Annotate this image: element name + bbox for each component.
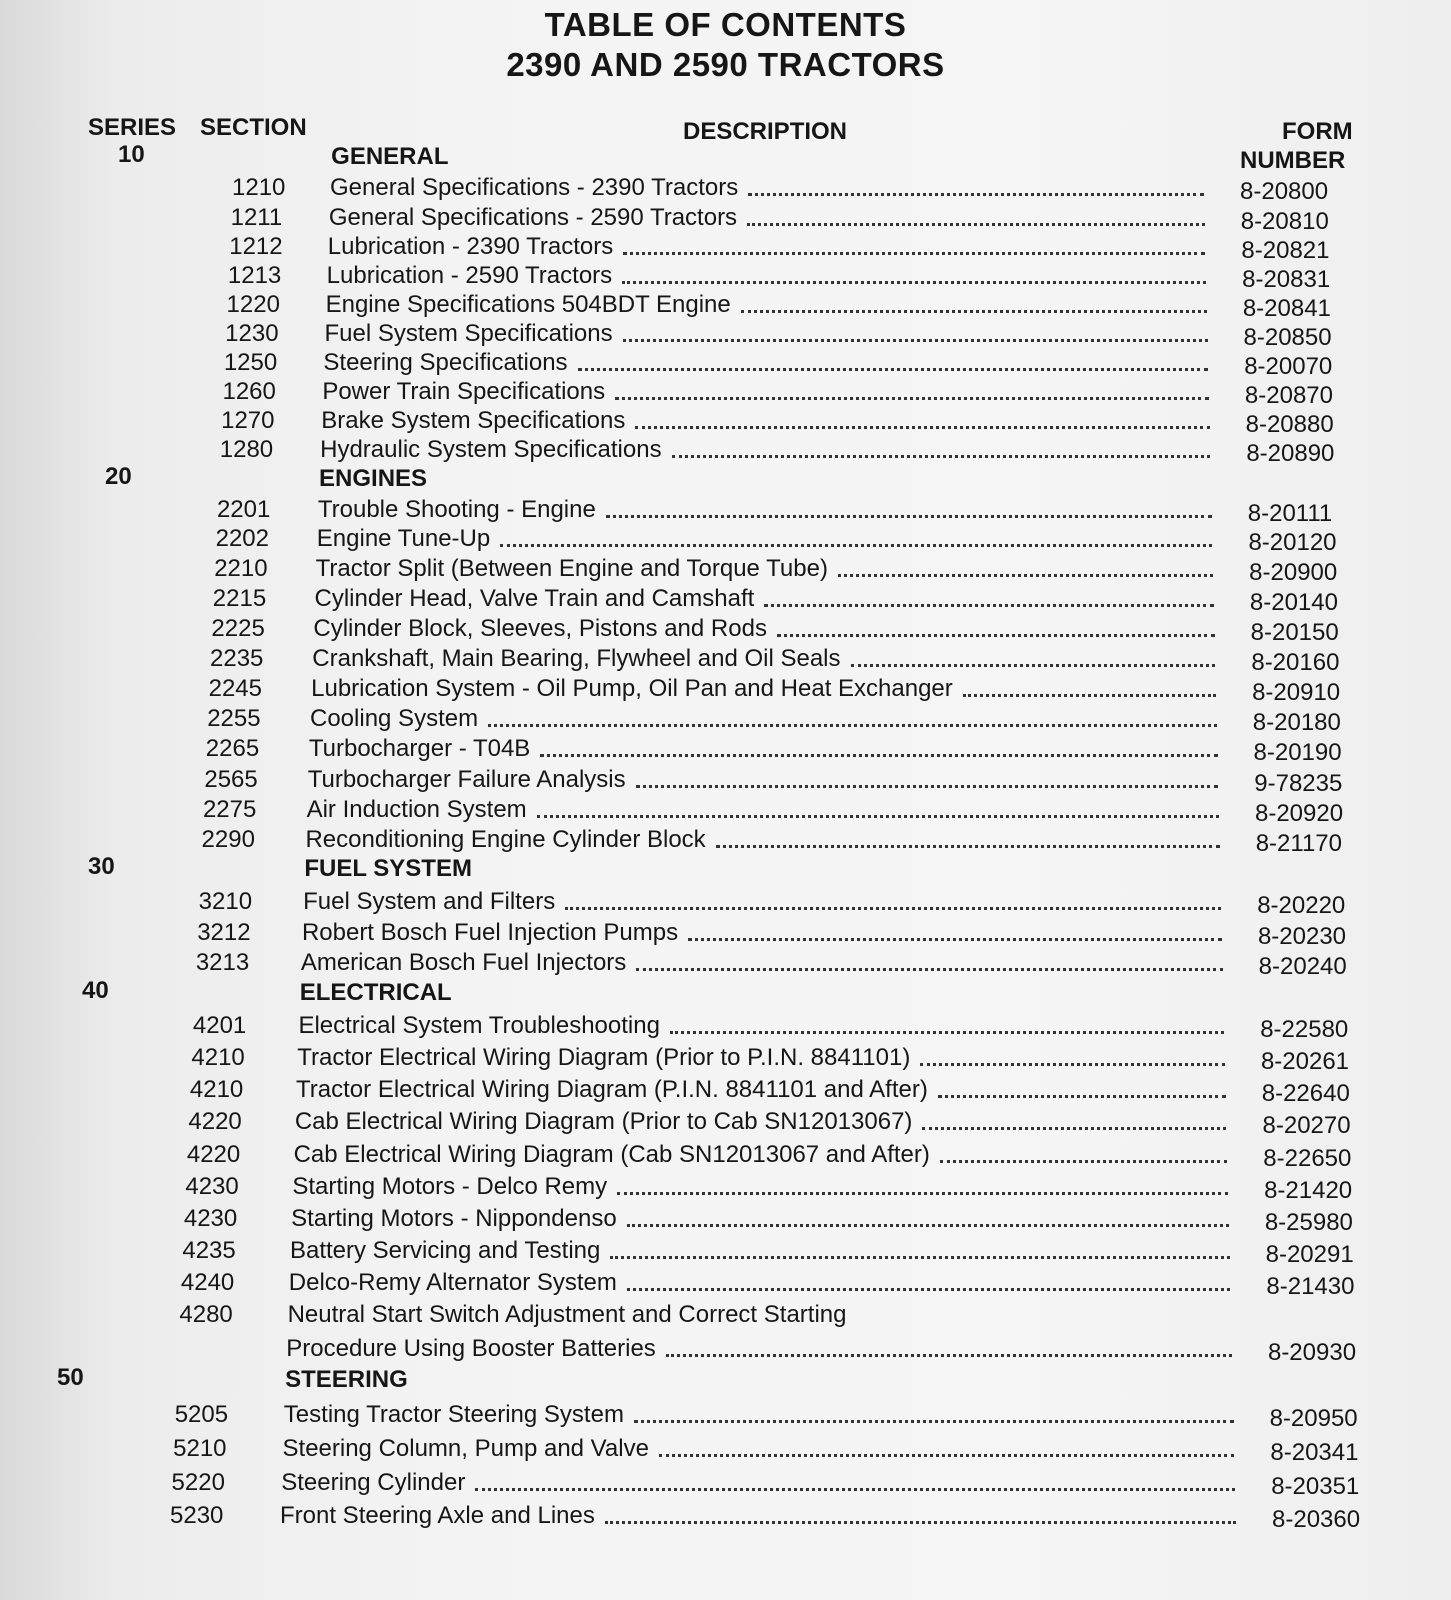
toc-entry [326,291,1215,319]
form-number: 8-20150 [1250,619,1339,646]
section-number: 1211 [230,204,283,231]
section-number: 1280 [219,436,274,463]
toc-entry [308,766,1227,794]
category-heading: GENERAL [331,143,449,170]
section-number: 2245 [208,675,262,702]
toc-entry [322,378,1217,406]
page-subtitle: 2390 AND 2590 TRACTORS [506,46,945,83]
entry-description: Power Train Specifications [322,378,606,405]
entry-description: Front Steering Axle and Lines [280,1502,595,1529]
toc-entry [303,888,1229,916]
dot-leader [747,223,1205,226]
category-heading: ELECTRICAL [299,979,452,1006]
form-number: 8-20950 [1269,1405,1358,1432]
entry-description: Hydraulic System Specifications [320,436,662,463]
toc-entry [317,525,1221,553]
section-number: 4230 [185,1173,239,1200]
form-number: 8-20920 [1254,800,1344,827]
form-number: 8-20850 [1243,324,1332,351]
dot-leader [748,193,1204,196]
column-header-description: DESCRIPTION [683,118,848,145]
dot-leader [764,604,1214,607]
entry-description: Neutral Start Switch Adjustment and Correct Starting [287,1301,847,1328]
dot-leader [610,1256,1229,1259]
form-number: 8-20270 [1262,1112,1351,1139]
entry-description: American Bosch Fuel Injectors [300,949,627,976]
toc-entry [283,1435,1243,1463]
entry-description: Cab Electrical Wiring Diagram (Prior to Cab SN12013067) [294,1108,913,1135]
form-number: 8-20930 [1267,1339,1357,1366]
toc-entry [320,436,1218,464]
page-title: TABLE OF CONTENTS [544,6,907,43]
category-heading: FUEL SYSTEM [304,855,472,882]
form-number: 8-22640 [1261,1080,1350,1107]
form-number: 8-20240 [1258,953,1347,980]
toc-entry [301,949,1231,977]
section-number: 5230 [170,1502,224,1529]
form-number: 8-20261 [1260,1048,1350,1075]
dot-leader [659,1454,1234,1457]
section-number: 4210 [189,1076,244,1103]
dot-leader [672,455,1211,458]
dot-leader [963,694,1216,697]
dot-leader [741,310,1207,313]
entry-description: Brake System Specifications [321,407,626,434]
form-number: 8-20880 [1245,411,1334,438]
column-header-series: SERIES [88,114,177,141]
form-number: 8-20341 [1270,1439,1359,1466]
form-number: 9-78235 [1254,770,1343,797]
form-number: 8-20180 [1252,709,1341,736]
dot-leader [488,724,1217,727]
section-number: 5210 [173,1435,227,1462]
dot-leader [627,1224,1229,1227]
toc-entry [327,262,1214,290]
toc-entry [318,496,1220,524]
dot-leader [605,1521,1236,1524]
entry-description: Delco-Remy Alternator System [288,1269,617,1296]
section-number: 2265 [205,735,260,762]
toc-entry [329,204,1213,232]
toc-entry [323,349,1216,377]
entry-description: Procedure Using Booster Batteries [286,1335,656,1362]
dot-leader [500,544,1212,547]
dot-leader [688,938,1222,941]
section-number: 2201 [216,496,271,523]
entry-description: Air Induction System [306,796,527,823]
dot-leader [636,785,1219,788]
section-number: 4240 [180,1269,235,1296]
section-number: 1260 [222,378,276,405]
dot-leader [838,574,1213,577]
section-number: 2565 [204,766,258,793]
dot-leader [922,1127,1226,1130]
entry-description: Starting Motors - Nippondenso [291,1205,617,1232]
entry-description: Cooling System [310,705,479,732]
entry-description: Testing Tractor Steering System [283,1401,624,1428]
dot-leader [537,815,1219,818]
dot-leader [623,339,1208,342]
dot-leader [540,754,1217,757]
entry-description: General Specifications - 2390 Tractors [330,174,739,201]
entry-description: Trouble Shooting - Engine [317,496,596,523]
entry-description: Fuel System and Filters [303,888,556,915]
section-number: 1230 [225,320,279,347]
dot-leader [716,845,1220,848]
entry-description: Engine Specifications 504BDT Engine [325,291,731,318]
entry-description: Steering Cylinder [281,1469,466,1496]
toc-entry [292,1173,1236,1201]
dot-leader [634,1420,1234,1423]
series-number: 40 [82,977,109,1004]
form-number: 8-20190 [1253,739,1342,766]
entry-description: Turbocharger - T04B [308,735,531,762]
form-number: 8-25980 [1264,1209,1353,1236]
entry-description: Crankshaft, Main Bearing, Flywheel and Oil Seals [312,645,841,672]
toc-entry [330,174,1212,202]
dot-leader [623,252,1205,255]
toc-entry [295,1108,1235,1136]
section-number: 4235 [182,1237,236,1264]
section-number: 4280 [179,1301,233,1328]
toc-entry [309,735,1226,763]
column-header-form: FORM [1282,118,1353,145]
form-number: 8-20890 [1246,440,1335,467]
column-header-number: NUMBER [1240,147,1346,174]
section-number: 2290 [201,826,255,853]
section-number: 1220 [226,291,280,318]
toc-entry [294,1141,1236,1169]
form-number: 8-22650 [1263,1145,1352,1172]
entry-description: Lubrication - 2590 Tractors [326,262,613,289]
form-number: 8-20360 [1272,1506,1361,1533]
section-number: 2275 [202,796,257,823]
dot-leader [670,1031,1224,1034]
toc-entry [307,796,1227,824]
entry-description: Tractor Electrical Wiring Diagram (P.I.N. 8841101 and After) [296,1076,928,1103]
toc-entry [312,645,1223,673]
toc-entry [328,233,1214,261]
toc-entry [296,1076,1234,1104]
dot-leader [615,397,1209,400]
dot-leader [636,968,1222,971]
toc-entry [325,320,1216,348]
form-number: 8-22580 [1260,1016,1349,1043]
toc-entry [302,919,1230,947]
series-number: 50 [57,1364,84,1391]
category-heading: STEERING [285,1366,408,1393]
form-number: 8-20831 [1242,266,1331,293]
entry-description: Cylinder Block, Sleeves, Pistons and Rods [313,615,767,642]
toc-entry [280,1502,1244,1530]
entry-description: Lubrication - 2390 Tractors [327,233,614,260]
dot-leader [777,634,1215,637]
dot-leader [606,515,1212,518]
dot-leader [920,1063,1225,1066]
section-number: 2202 [215,525,269,552]
toc-entry [281,1469,1243,1497]
form-number: 8-20070 [1244,353,1333,380]
dot-leader [475,1488,1235,1491]
toc-entry [305,826,1227,854]
toc-entry [291,1205,1237,1233]
toc-entry [321,407,1217,435]
dot-leader [578,368,1209,371]
section-number: 3212 [197,919,251,946]
entry-description: Cylinder Head, Valve Train and Camshaft [314,585,755,612]
section-number: 2235 [210,645,264,672]
toc-entry [290,1237,1238,1265]
section-number: 3210 [198,888,253,915]
toc-entry [298,1012,1232,1040]
toc-entry [289,1269,1239,1297]
section-number: 2215 [212,585,267,612]
dot-leader [617,1192,1228,1195]
series-number: 30 [88,853,115,880]
form-number: 8-21420 [1264,1177,1353,1204]
entry-description: Fuel System Specifications [324,320,613,347]
dot-leader [940,1160,1227,1163]
form-number: 8-21430 [1266,1273,1355,1300]
entry-description: Tractor Electrical Wiring Diagram (Prior to P.I.N. 8841101) [297,1044,911,1071]
toc-entry [315,585,1222,613]
toc-entry [311,675,1224,703]
section-number: 4220 [186,1141,241,1168]
section-number: 2255 [207,705,261,732]
category-heading: ENGINES [319,465,428,492]
form-number: 8-20220 [1257,892,1346,919]
section-number: 2225 [211,615,265,642]
dot-leader [938,1095,1226,1098]
section-number: 5220 [171,1469,225,1496]
entry-description: Tractor Split (Between Engine and Torque Tube) [315,555,828,582]
toc-entry [316,555,1222,583]
form-number: 8-20230 [1257,923,1347,950]
entry-description: General Specifications - 2590 Tractors [328,204,738,231]
dot-leader [565,907,1221,910]
toc-entry [286,1335,1240,1363]
dot-leader [635,426,1209,429]
entry-description: Cab Electrical Wiring Diagram (Cab SN12013067 and After) [293,1141,930,1168]
dot-leader [627,1288,1231,1291]
form-number: 8-20900 [1249,559,1338,586]
toc-entry [313,615,1222,643]
entry-description: Robert Bosch Fuel Injection Pumps [301,919,679,946]
section-number: 4220 [188,1108,242,1135]
entry-description: Turbocharger Failure Analysis [307,766,626,793]
entry-description: Engine Tune-Up [316,525,491,552]
form-number: 8-20870 [1244,382,1333,409]
entry-description: Steering Specifications [323,349,568,376]
section-number: 1210 [232,174,286,201]
section-number: 1270 [221,407,275,434]
form-number: 8-20810 [1240,208,1329,235]
dot-leader [622,281,1206,284]
form-number: 8-20160 [1251,649,1340,676]
section-number: 4201 [192,1012,247,1039]
dot-leader [666,1354,1232,1357]
form-number: 8-21170 [1255,830,1342,857]
form-number: 8-20910 [1252,679,1341,706]
form-number: 8-20821 [1241,237,1330,264]
form-number: 8-20291 [1265,1241,1354,1268]
form-number: 8-20841 [1242,295,1331,322]
form-number: 8-20120 [1248,529,1337,556]
toc-entry [284,1401,1242,1429]
section-number: 4230 [183,1205,238,1232]
series-number: 10 [118,141,145,168]
section-number: 2210 [214,555,268,582]
toc-entry [297,1044,1233,1072]
entry-description: Reconditioning Engine Cylinder Block [305,826,706,853]
form-number: 8-20351 [1271,1473,1360,1500]
form-number: 8-20111 [1247,500,1333,527]
section-number: 1212 [229,233,283,260]
entry-description: Lubrication System - Oil Pump, Oil Pan and Heat Exchanger [311,675,953,702]
section-number: 1250 [223,349,278,376]
series-number: 20 [105,463,132,490]
form-number: 8-20800 [1240,178,1329,205]
dot-leader [851,664,1216,667]
entry-description: Electrical System Troubleshooting [298,1012,660,1039]
section-number: 1213 [227,262,282,289]
toc-entry [288,1301,1240,1329]
entry-description: Steering Column, Pump and Valve [282,1435,649,1462]
toc-entry [310,705,1225,733]
column-header-section: SECTION [200,114,307,141]
section-number: 3213 [195,949,250,976]
section-number: 4210 [191,1044,245,1071]
entry-description: Starting Motors - Delco Remy [292,1173,608,1200]
entry-description: Battery Servicing and Testing [289,1237,601,1264]
form-number: 8-20140 [1249,589,1338,616]
section-number: 5205 [174,1401,229,1428]
